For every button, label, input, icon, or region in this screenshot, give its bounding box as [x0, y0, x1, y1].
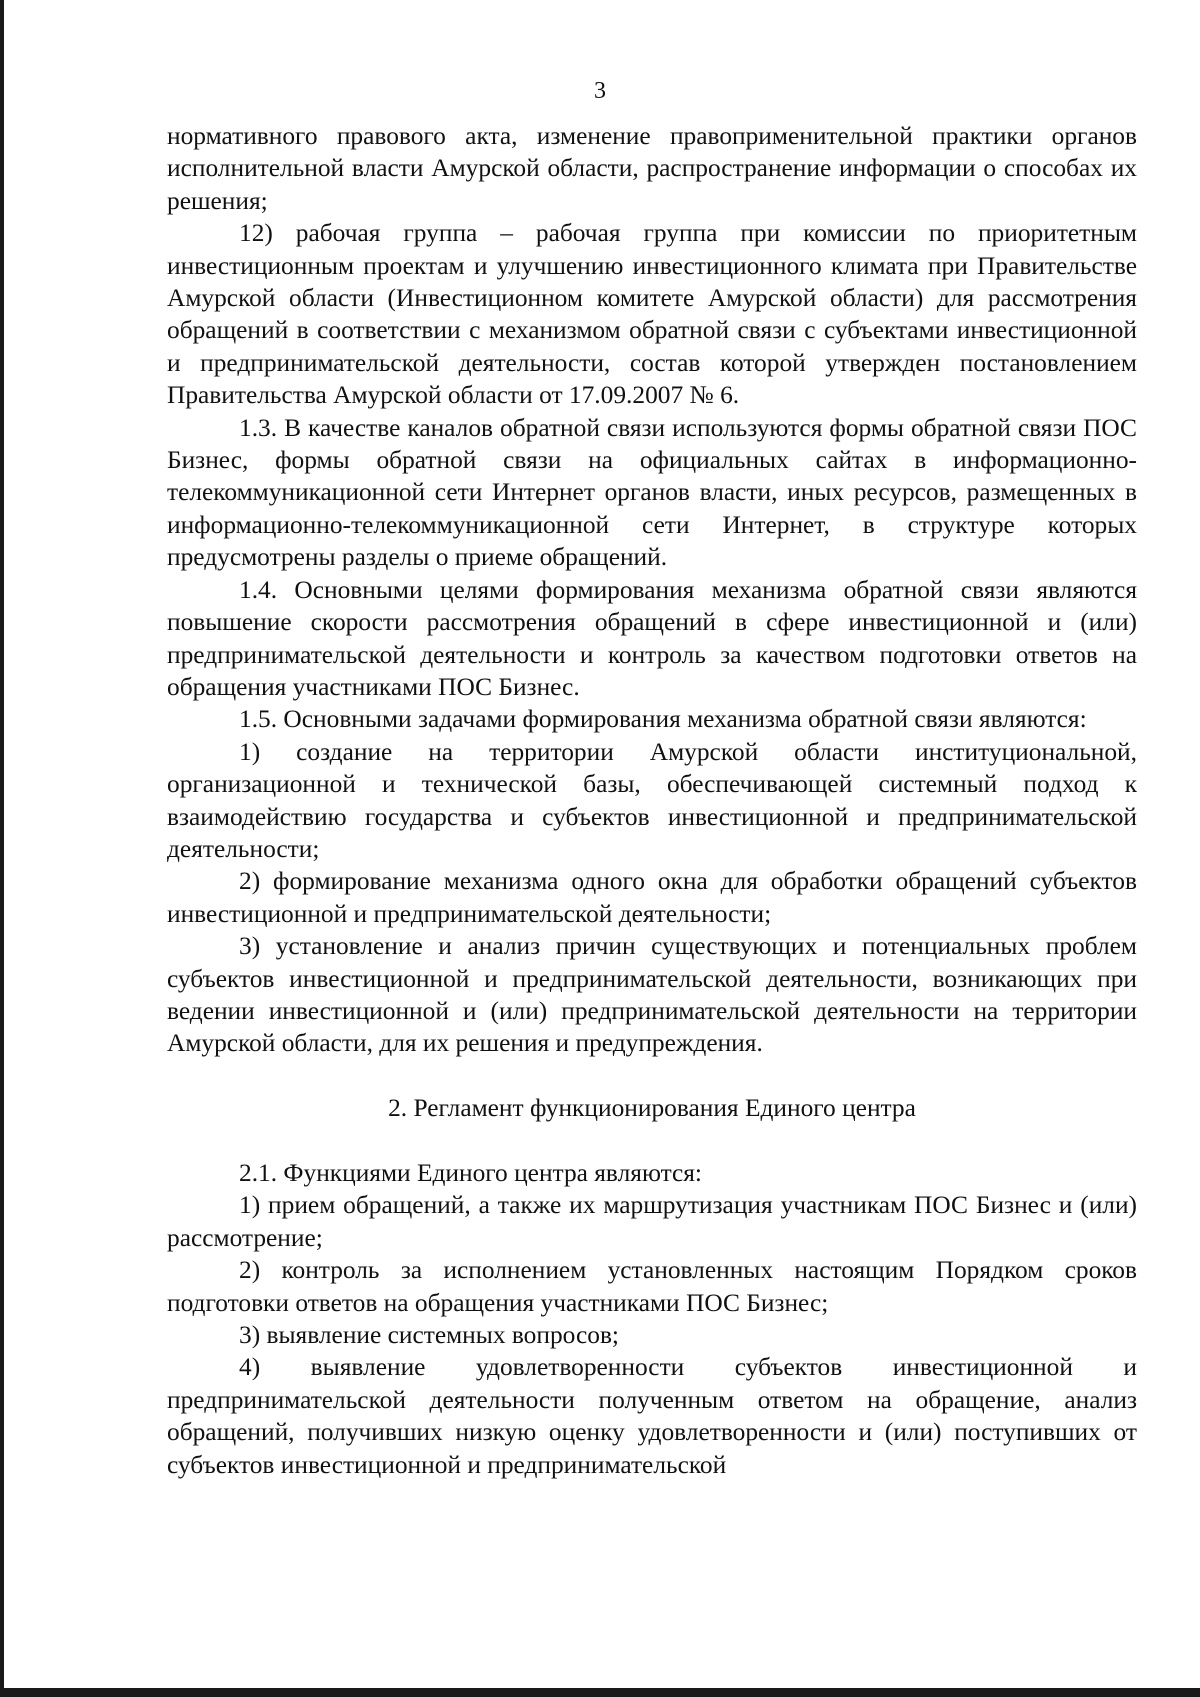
page-number: 3 [594, 78, 606, 104]
list-item-task-2: 2) формирование механизма одного окна для обработки обращений субъектов инвестиционной и предпринимательской деятельности; [167, 867, 1137, 928]
paragraph-clause-1-5: 1.5. Основными задачами формирования механизма обратной связи являются: [239, 705, 1087, 734]
paragraph-clause-2-1: 2.1. Функциями Единого центра являются: [239, 1158, 702, 1187]
paragraph-continuation: нормативного правового акта, изменение правоприменительной практики органов исполнительной власти Амурской области, распространение информации о способах их решения; [167, 122, 1137, 215]
list-item-func-2: 2) контроль за исполнением установленных настоящим Порядком сроков подготовки ответов на обращения участниками ПОС Бизнес; [167, 1256, 1137, 1317]
scan-edge-bottom [0, 1688, 1200, 1697]
list-item-func-1: 1) прием обращений, а также их маршрутизация участникам ПОС Бизнес и (или) рассмотрение; [167, 1191, 1137, 1252]
list-item-func-3: 3) выявление системных вопросов; [239, 1321, 619, 1349]
section-heading: 2. Регламент функционирования Единого центра [388, 1094, 916, 1123]
list-item-func-4: 4) выявление удовлетворенности субъектов инвестиционной и предпринимательской деятельности полученным ответом на обращение, анализ обращений, получивших низкую оценку удовлетворенности и (или) поступивших от субъектов инвестиционной и предпринимательской [167, 1353, 1137, 1479]
document-body [167, 120, 1137, 1481]
paragraph-clause-1-4: 1.4. Основными целями формирования механизма обратной связи являются повышение скорости рассмотрения обращений в сфере инвестиционной и (или) предпринимательской деятельности и контроль за качеством подготовки ответов на обращения участниками ПОС Бизнес. [167, 575, 1137, 701]
spacer [167, 1060, 1137, 1092]
scan-edge-left [0, 0, 4, 1697]
spacer [167, 1125, 1137, 1157]
paragraph-item-12: 12) рабочая группа – рабочая группа при комиссии по приоритетным инвестиционным проектам и улучшению инвестиционного климата при Правительстве Амурской области (Инвестиционном комитете Амурской области) для рассмотрения обращений в соответствии с механизмом обратной связи с субъектами инвестиционной и предпринимательской деятельности, состав которой утвержден постановлением Правительства Амурской области от 17.09.2007 № 6. [167, 219, 1137, 410]
list-item-task-1: 1) создание на территории Амурской области институциональной, организационной и технической базы, обеспечивающей системный подход к взаимодействию государства и субъектов инвестиционной и предпринимательской деятельности; [167, 737, 1137, 863]
paragraph-clause-1-3: 1.3. В качестве каналов обратной связи используются формы обратной связи ПОС Бизнес, формы обратной связи на официальных сайтах в информационно-телекоммуникационной сети Интернет органов власти, иных ресурсов, размещенных в информационно-телекоммуникационной сети Интернет, в структуре которых предусмотрены разделы о приеме обращений. [167, 413, 1137, 572]
list-item-task-3: 3) установление и анализ причин существующих и потенциальных проблем субъектов инвестиционной и предпринимательской деятельности, возникающих при ведении инвестиционной и (или) предпринимательской деятельности на территории Амурской области, для их решения и предупреждения. [167, 932, 1137, 1058]
